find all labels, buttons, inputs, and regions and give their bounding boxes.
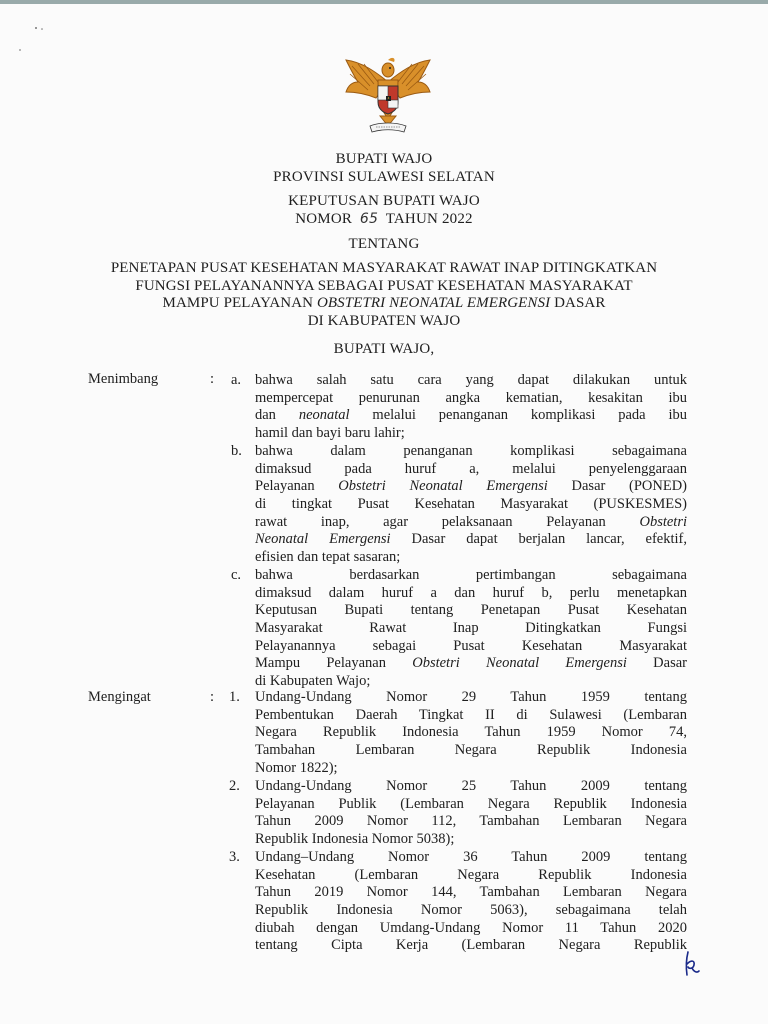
text-line: tentang Cipta Kerja (Lembaran Negara Republik <box>255 937 687 954</box>
nomor-suffix: TAHUN 2022 <box>385 211 473 227</box>
text-line: diubah dengan Umdang-Undang Nomor 11 Tahun 2020 <box>255 919 687 936</box>
subject-line-3c: DASAR <box>554 295 606 312</box>
garuda-emblem-icon <box>340 52 436 138</box>
text-line: Masyarakat Rawat Inap Ditingkatkan Fungsi <box>255 620 687 637</box>
text-line: Negara Republik Indonesia Tahun 1959 Nomor 74, <box>255 724 687 741</box>
text-line: Pelayanan Obstetri Neonatal Emergensi Dasar (PONED) <box>255 478 687 495</box>
text-line: Tambahan Lembaran Negara Republik Indonesia <box>255 742 687 759</box>
text-line: Tahun 2019 Nomor 144, Tambahan Lembaran Negara <box>255 884 687 901</box>
text-line: Republik Indonesia Nomor 5038); <box>255 831 455 848</box>
text-line: bahwa berdasarkan pertimbangan sebagaimana <box>255 567 687 583</box>
menimbang-label: Menimbang <box>88 371 159 387</box>
text-line: efisien dan tepat sasaran; <box>255 549 401 566</box>
scan-artifact-icon <box>14 22 54 62</box>
subject-line-3a: MAMPU PELAYANAN <box>162 295 314 312</box>
text-line: di tingkat Pusat Kesehatan Masyarakat (PUSKESMES) <box>255 496 687 513</box>
mengingat-label: Mengingat <box>88 689 151 705</box>
menimbang-item-a <box>255 372 687 443</box>
mengingat-item-1 <box>255 689 687 777</box>
text-line: mempercepat penurunan angka kematian, kesakitan ibu <box>255 389 687 406</box>
decree-subject <box>60 260 708 330</box>
menimbang-marker-b: b. <box>231 443 242 459</box>
text-line: bahwa salah satu cara yang dapat dilakukan untuk <box>255 372 687 388</box>
text-line: Kesehatan (Lembaran Negara Republik Indonesia <box>255 866 687 883</box>
scan-top-edge <box>0 0 768 4</box>
subject-line-4: DI KABUPATEN WAJO <box>307 312 461 329</box>
menimbang-item-c <box>255 567 687 691</box>
subject-line-2: FUNGSI PELAYANANNYA SEBAGAI PUSAT KESEHATAN MASYARAKAT <box>135 277 633 294</box>
text-line: Pelayanannya sebagai Pusat Kesehatan Masyarakat <box>255 637 687 654</box>
province-title: PROVINSI SULAWESI SELATAN <box>273 169 495 185</box>
subject-line-1: PENETAPAN PUSAT KESEHATAN MASYARAKAT RAWAT INAP DITINGKATKAN <box>110 260 658 276</box>
paraf-initial-icon <box>680 948 702 978</box>
text-line: bahwa dalam penanganan komplikasi sebagaimana <box>255 443 687 459</box>
text-line: di Kabupaten Wajo; <box>255 673 371 690</box>
text-line: Republik Indonesia Nomor 5063), sebagaimana telah <box>255 902 687 919</box>
text-line: dimaksud pada huruf a, melalui penyelenggaraan <box>255 460 687 477</box>
text-line: Pelayanan Publik (Lembaran Negara Republik Indonesia <box>255 795 687 812</box>
text-line: Nomor 1822); <box>255 759 338 776</box>
mengingat-item-2 <box>255 778 687 849</box>
menimbang-marker-c: c. <box>231 567 242 583</box>
text-line: Keputusan Bupati tentang Penetapan Pusat Kesehatan <box>255 602 687 619</box>
text-line: Mampu Pelayanan Obstetri Neonatal Emergensi Dasar <box>255 655 687 672</box>
issuer-heading: BUPATI WAJO, <box>333 341 435 357</box>
text-line: Undang-Undang Nomor 29 Tahun 1959 tentang <box>255 689 687 705</box>
text-line: rawat inap, agar pelaksanaan Pelayanan Obstetri <box>255 513 687 530</box>
tentang-heading: TENTANG <box>348 236 420 252</box>
menimbang-marker-a: a. <box>231 372 242 388</box>
decree-number <box>0 211 768 228</box>
text-line: hamil dan bayi baru lahir; <box>255 425 405 442</box>
text-line: Neonatal Emergensi Dasar dapat berjalan lancar, efektif, <box>255 531 687 548</box>
subject-line-3 <box>60 295 708 313</box>
text-line: Pembentukan Daerah Tingkat II di Sulawesi (Lembaran <box>255 706 687 723</box>
mengingat-colon: : <box>210 689 215 705</box>
mengingat-item-3 <box>255 849 687 955</box>
text-line: Undang-Undang Nomor 25 Tahun 2009 tentang <box>255 778 687 794</box>
text-line: dimaksud dalam huruf a dan huruf b, perlu menetapkan <box>255 584 687 601</box>
mengingat-marker-3: 3. <box>229 849 240 865</box>
handwritten-number: 65 <box>359 211 379 227</box>
decree-title: KEPUTUSAN BUPATI WAJO <box>288 193 480 209</box>
mengingat-marker-2: 2. <box>229 778 240 794</box>
menimbang-colon: : <box>210 371 215 387</box>
issuer-title: BUPATI WAJO <box>335 151 433 167</box>
text-line: Undang–Undang Nomor 36 Tahun 2009 tentang <box>255 849 687 865</box>
menimbang-item-b <box>255 443 687 567</box>
text-line: Tahun 2009 Nomor 112, Tambahan Lembaran Negara <box>255 813 687 830</box>
mengingat-marker-1: 1. <box>229 689 240 705</box>
text-line: dan neonatal melalui penanganan komplikasi pada ibu <box>255 407 687 424</box>
subject-line-3b: OBSTETRI NEONATAL EMERGENSI <box>316 295 551 312</box>
nomor-prefix: NOMOR <box>295 211 353 227</box>
